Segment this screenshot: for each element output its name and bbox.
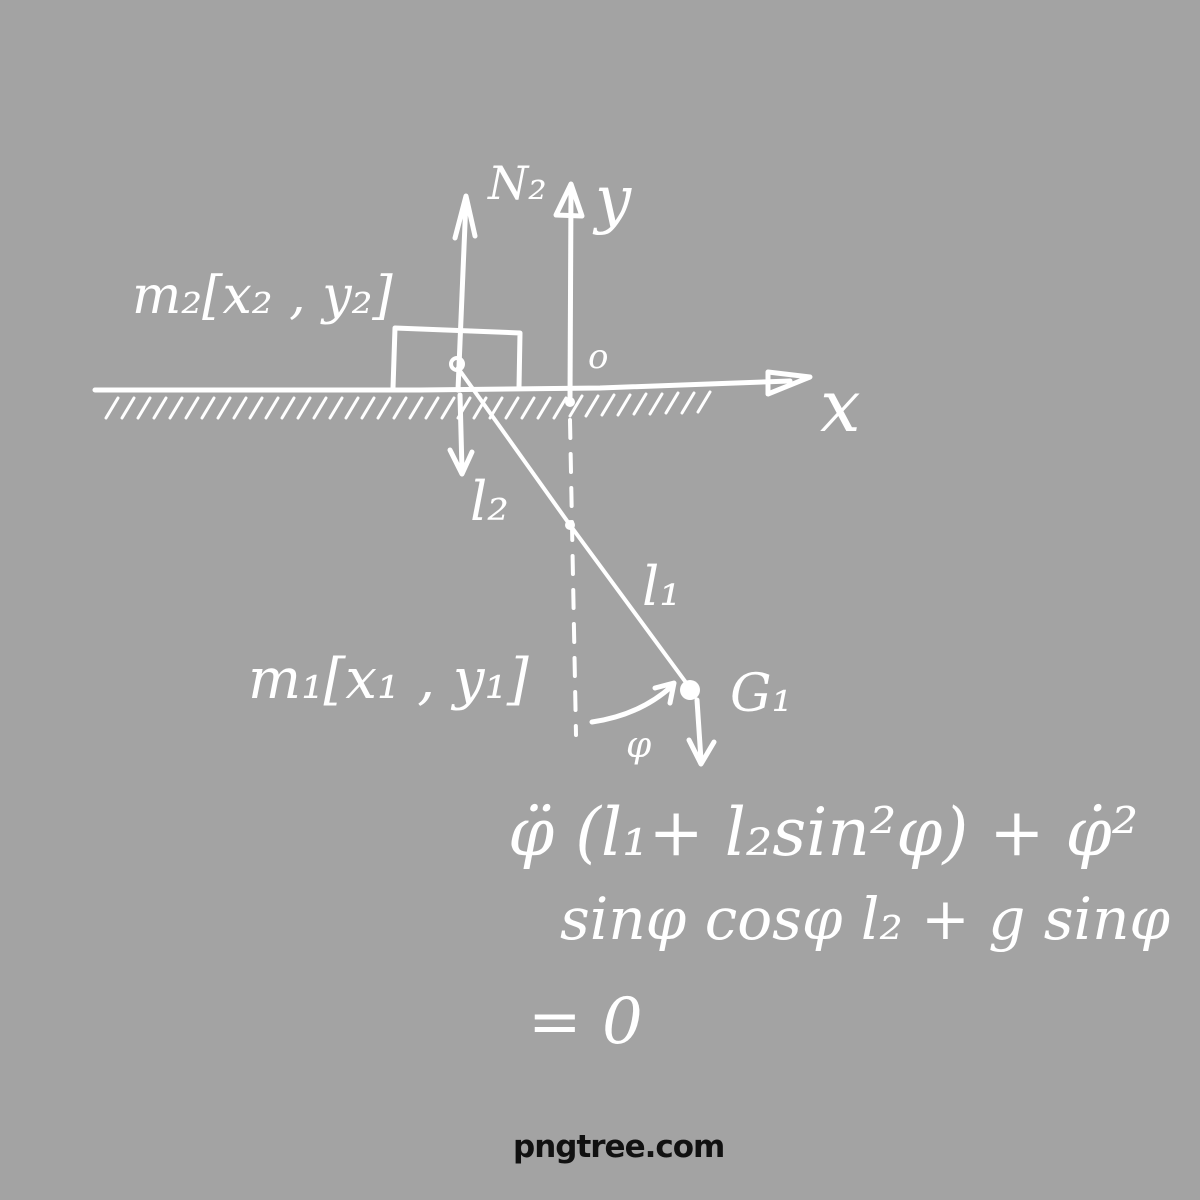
ground-hatching xyxy=(106,392,710,418)
equation-line-3: = 0 xyxy=(528,985,643,1059)
vertical-dashed-line xyxy=(570,420,576,735)
origin-label: o xyxy=(588,337,609,377)
l2-weight-arrow xyxy=(450,395,472,474)
x-axis-label: x xyxy=(820,364,861,448)
l2-label: l₂ xyxy=(470,470,509,533)
mass1-label: m₁[x₁ , y₁] xyxy=(248,647,529,712)
equation-line-1: φ̈ (l₁+ l₂sin²φ) + φ̇² xyxy=(508,794,1139,871)
l1-label: l₁ xyxy=(642,555,681,618)
y-axis-label: y xyxy=(595,163,632,237)
watermark: pngtree.com xyxy=(513,1129,725,1165)
equation-line-2: sinφ cosφ l₂ + g sinφ xyxy=(560,885,1171,953)
mass-g1-point xyxy=(680,680,700,700)
origin-point xyxy=(565,397,575,407)
rod-crossing-point xyxy=(565,520,575,530)
y-axis-line xyxy=(570,190,571,400)
ground-line xyxy=(95,381,790,390)
phi-label: φ xyxy=(626,725,652,766)
g1-gravity-arrow xyxy=(689,700,714,764)
phi-angle-arrow xyxy=(592,683,674,722)
mass2-label: m₂[x₂ , y₂] xyxy=(132,266,393,326)
n2-force-arrow xyxy=(455,196,475,390)
n2-force-label: N₂ xyxy=(488,156,547,210)
g1-label: G₁ xyxy=(730,664,793,724)
